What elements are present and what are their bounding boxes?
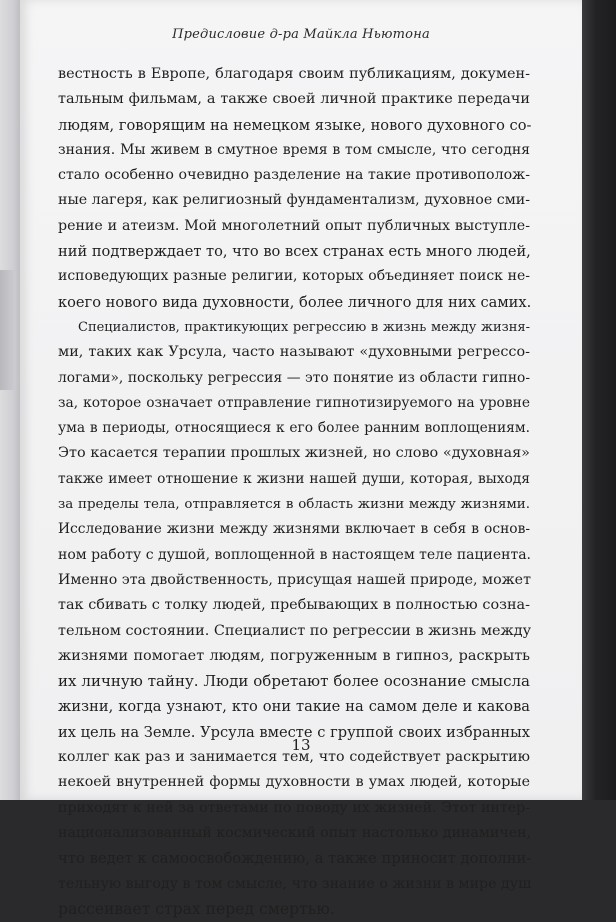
book-cover-edge bbox=[582, 0, 616, 800]
text-line: тельном состоянии. Специалист по регрессии в жизнь между bbox=[58, 622, 532, 639]
text-line: вестность в Европе, благодаря своим публикациям, докумен- bbox=[58, 66, 530, 82]
text-line: логами», поскольку регрессия — это понятие из области гипно- bbox=[58, 369, 530, 386]
text-line: стало особенно очевидно разделение на такие противополож- bbox=[58, 167, 530, 184]
text-line: Специалистов, практикующих регрессию в жизнь между жизня- bbox=[78, 319, 530, 335]
body-text bbox=[58, 62, 530, 922]
text-line: некоей внутренней формы духовности в умах людей, которые bbox=[58, 774, 530, 791]
text-line: их цель на Земле. Урсула вместе с группой своих избранных bbox=[58, 723, 530, 741]
text-line: ми, таких как Урсула, часто называют «духовными регрессо- bbox=[58, 344, 530, 361]
text-line: также имеет отношение к жизни нашей души, которая, выходя bbox=[58, 470, 530, 487]
text-line: что ведет к самоосвобождению, а также приносит дополни- bbox=[58, 850, 532, 868]
text-line: жизнями помогает людям, погруженным в гипноз, раскрыть bbox=[58, 647, 530, 664]
book-left-edge bbox=[0, 0, 22, 800]
text-line: Это касается терапии прошлых жизней, но слово «духовная» bbox=[58, 445, 530, 462]
paragraph-1 bbox=[58, 62, 530, 315]
text-line: ном работу с душой, воплощенной в настоящем теле пациента. bbox=[58, 546, 531, 563]
text-line: ные лагеря, как религиозный фундаментализм, духовное сми- bbox=[58, 192, 530, 209]
running-head: Предисловие д-ра Майкла Ньютона bbox=[172, 27, 430, 42]
text-line: так сбивать с толку людей, пребывающих в полностью сознa- bbox=[58, 597, 530, 614]
text-line: рассеивает страх перед смертью. bbox=[58, 899, 335, 918]
text-line: за, которое означает отправление гипнотизируемого на уровне bbox=[58, 394, 530, 411]
text-line: коего нового вида духовности, более личного для них самих. bbox=[58, 293, 532, 311]
text-line: тальным фильмам, а также своей личной практике передачи bbox=[58, 91, 530, 108]
text-line: ний подтверждает то, что во всех странах есть много людей, bbox=[58, 243, 531, 261]
text-line: жизни, когда узнают, кто они такие на самом деле и какова bbox=[58, 698, 530, 716]
paragraph-2 bbox=[58, 315, 530, 922]
text-line: исповедующих разные религии, которых объединяет поиск не- bbox=[58, 268, 530, 285]
text-line: тельную выгоду в том смысле, что знание о жизни в мире душ bbox=[58, 875, 532, 892]
text-line: Именно эта двойственность, присущая нашей природе, может bbox=[58, 571, 531, 588]
text-line: знания. Мы живем в смутное время в том смысле, что сегодня bbox=[58, 141, 530, 158]
text-line: коллег как раз и занимается тем, что содействует раскрытию bbox=[58, 749, 530, 766]
text-line: рение и атеизм. Мой многолетний опыт публичных выступле- bbox=[58, 217, 530, 234]
text-line: их личную тайну. Люди обретают более осознание смысла bbox=[58, 672, 530, 691]
text-line: Исследование жизни между жизнями включает в себя в основ- bbox=[58, 521, 530, 538]
book-page bbox=[20, 0, 582, 918]
text-line: ума в периоды, относящиеся к его более ранним воплощениям. bbox=[58, 420, 530, 437]
text-line: за пределы тела, отправляется в область жизни между жизнями. bbox=[58, 497, 530, 513]
page-number: 13 bbox=[291, 736, 311, 754]
text-line: национализованный космический опыт настолько динамичен, bbox=[58, 824, 532, 841]
text-line: приходят к ней за ответами по поводу их жизней. Этот интер- bbox=[58, 799, 530, 816]
text-line: людям, говорящим на немецком языке, нового духовного со- bbox=[58, 116, 532, 134]
